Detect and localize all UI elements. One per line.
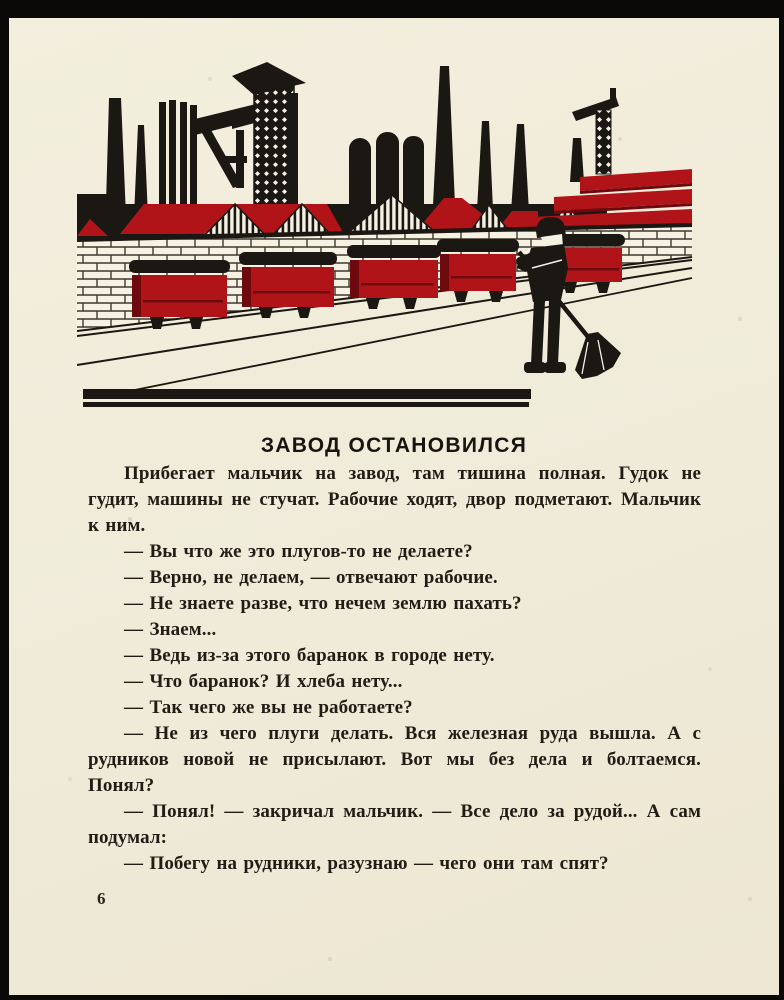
wagon <box>437 239 519 302</box>
paper-specks <box>9 18 11 20</box>
story-paragraph: — Так чего же вы не работаете? <box>124 697 413 718</box>
story-paragraph: — Вы что же это плугов-то не делаете? <box>124 541 473 562</box>
wagon <box>347 245 441 309</box>
page-number: 6 <box>97 889 106 908</box>
divider-bars <box>83 389 531 407</box>
story-paragraph: — Верно, не делаем, — отвечают рабочие. <box>124 567 498 588</box>
factory-illustration <box>77 36 697 412</box>
story-paragraph: — Не знаете разве, что нечем землю пахать? <box>124 593 522 614</box>
story-paragraph: Прибегает мальчик на завод, там тишина полная. Гудок не гудит, машины не стучат. Рабочие ходят, двор подметают. Мальчик к ним. <box>88 463 701 536</box>
story-paragraph: — Побегу на рудники, разузнаю — чего они там спят? <box>124 853 609 874</box>
page-title: ЗАВОД ОСТАНОВИЛСЯ <box>260 434 528 457</box>
story-text <box>88 461 701 877</box>
story-paragraph: — Что баранок? И хлеба нету... <box>124 671 403 692</box>
story-paragraph: — Ведь из-за этого баранок в городе нету. <box>124 645 495 666</box>
chimneys-right-icon <box>433 66 584 212</box>
book-page <box>9 18 779 995</box>
story-paragraph: — Понял! — закричал мальчик. — Все дело за рудой... А сам подумал: <box>88 801 701 848</box>
story-paragraph: — Знаем... <box>124 619 217 640</box>
story-paragraph: — Не из чего плуги делать. Вся железная руда вышла. А с рудников новой не присылают. Вот мы без дела и болтаемся. Понял? <box>88 723 701 796</box>
